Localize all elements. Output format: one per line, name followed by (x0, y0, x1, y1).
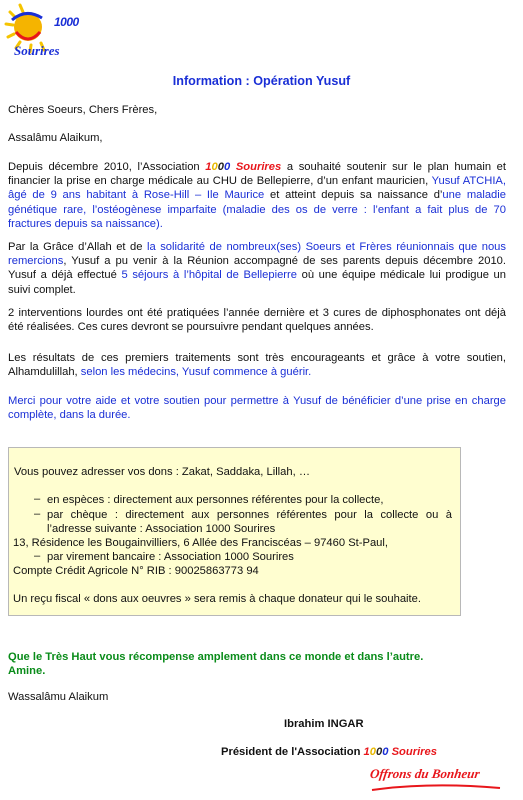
logo-1000-sourires (2, 2, 92, 70)
donation-rib: Compte Crédit Agricole N° RIB : 90025863773 94 (13, 565, 259, 577)
swoosh-icon (370, 784, 505, 794)
donation-address: 13, Résidence les Bougainvilliers, 6 Allée des Franciscéas – 97460 St-Paul, (13, 537, 388, 549)
logo-number: 1000 (54, 15, 79, 29)
footer-logo-text: Offrons du Bonheur (369, 766, 481, 781)
blessing-line-1: Que le Très Haut vous récompense amplement dans ce monde et dans l’autre. (8, 651, 424, 663)
dash-cash: – (34, 493, 41, 505)
footer-logo (370, 764, 510, 796)
signature-name: Ibrahim INGAR (284, 718, 364, 730)
donation-cheque: par chèque : directement aux personnes référentes pour la collecte ou à (47, 509, 452, 521)
dash-cheque: – (34, 508, 41, 520)
sun-icon (2, 2, 92, 70)
donation-cheque-address: l’adresse suivante : Association 1000 Sourires (47, 523, 276, 535)
paragraph-3: 2 interventions lourdes ont été pratiquées l’année dernière et 3 cures de diphosphonates ont déjà été réalisées. Ces cures devront se poursuivre pendant quelques années. (8, 307, 506, 334)
paragraph-2: Par la Grâce d’Allah et de la solidarité de nombreux(ses) Soeurs et Frères réunionnais que nous remercions, Yusuf a pu venir à la Réunion accompagné de ses parents depuis décembre 2010. Yusuf a déjà effectué 5 séjours à l’hôpital de Bellepierre où une équipe médicale lui prodigue un suivi complet. (8, 241, 506, 296)
donation-box (8, 447, 461, 616)
salam: Assalâmu Alaikum, (8, 132, 103, 144)
donation-receipt: Un reçu fiscal « dons aux oeuvres » sera remis à chaque donateur qui le souhaite. (13, 593, 421, 605)
greeting: Chères Soeurs, Chers Frères, (8, 104, 158, 116)
donation-transfer: par virement bancaire : Association 1000 Sourires (47, 551, 294, 563)
signature-role: Président de l'Association 1000 Sourires (221, 746, 437, 758)
paragraph-1: Depuis décembre 2010, l’Association 1000 Sourires a souhaité soutenir sur le plan humain et financier la prise en charge médicale au CHU de Bellepierre, d’un enfant mauricien, Yusuf ATCHIA, âgé de 9 ans habitant à Rose-Hill – Ile Maurice et atteint depuis sa naissance d’une maladie génétique rare, l’ostéogènese imparfaite (maladie des os de verre : l’enfant a fait plus de 70 fractures depuis sa naissance). (8, 161, 507, 230)
logo-word: Sourires (14, 43, 60, 58)
blessing-line-2: Amine. (8, 665, 46, 677)
donation-intro: Vous pouvez adresser vos dons : Zakat, Saddaka, Lillah, … (14, 466, 311, 478)
org-word: Sourires (235, 161, 282, 173)
org-number: 1000 (205, 161, 231, 173)
closing: Wassalâmu Alaikum (8, 691, 109, 703)
paragraph-4: Les résultats de ces premiers traitements sont très encourageants et grâce à votre soutien, Alhamdulillah, selon les médecins, Yusuf commence à guérir. (8, 352, 506, 379)
page-title: Information : Opération Yusuf (172, 74, 351, 88)
paragraph-5: Merci pour votre aide et votre soutien pour permettre à Yusuf de bénéficier d’une prise en charge complète, dans la durée. (8, 395, 506, 422)
donation-cash: en espèces : directement aux personnes référentes pour la collecte, (47, 494, 384, 506)
dash-transfer: – (34, 550, 41, 562)
